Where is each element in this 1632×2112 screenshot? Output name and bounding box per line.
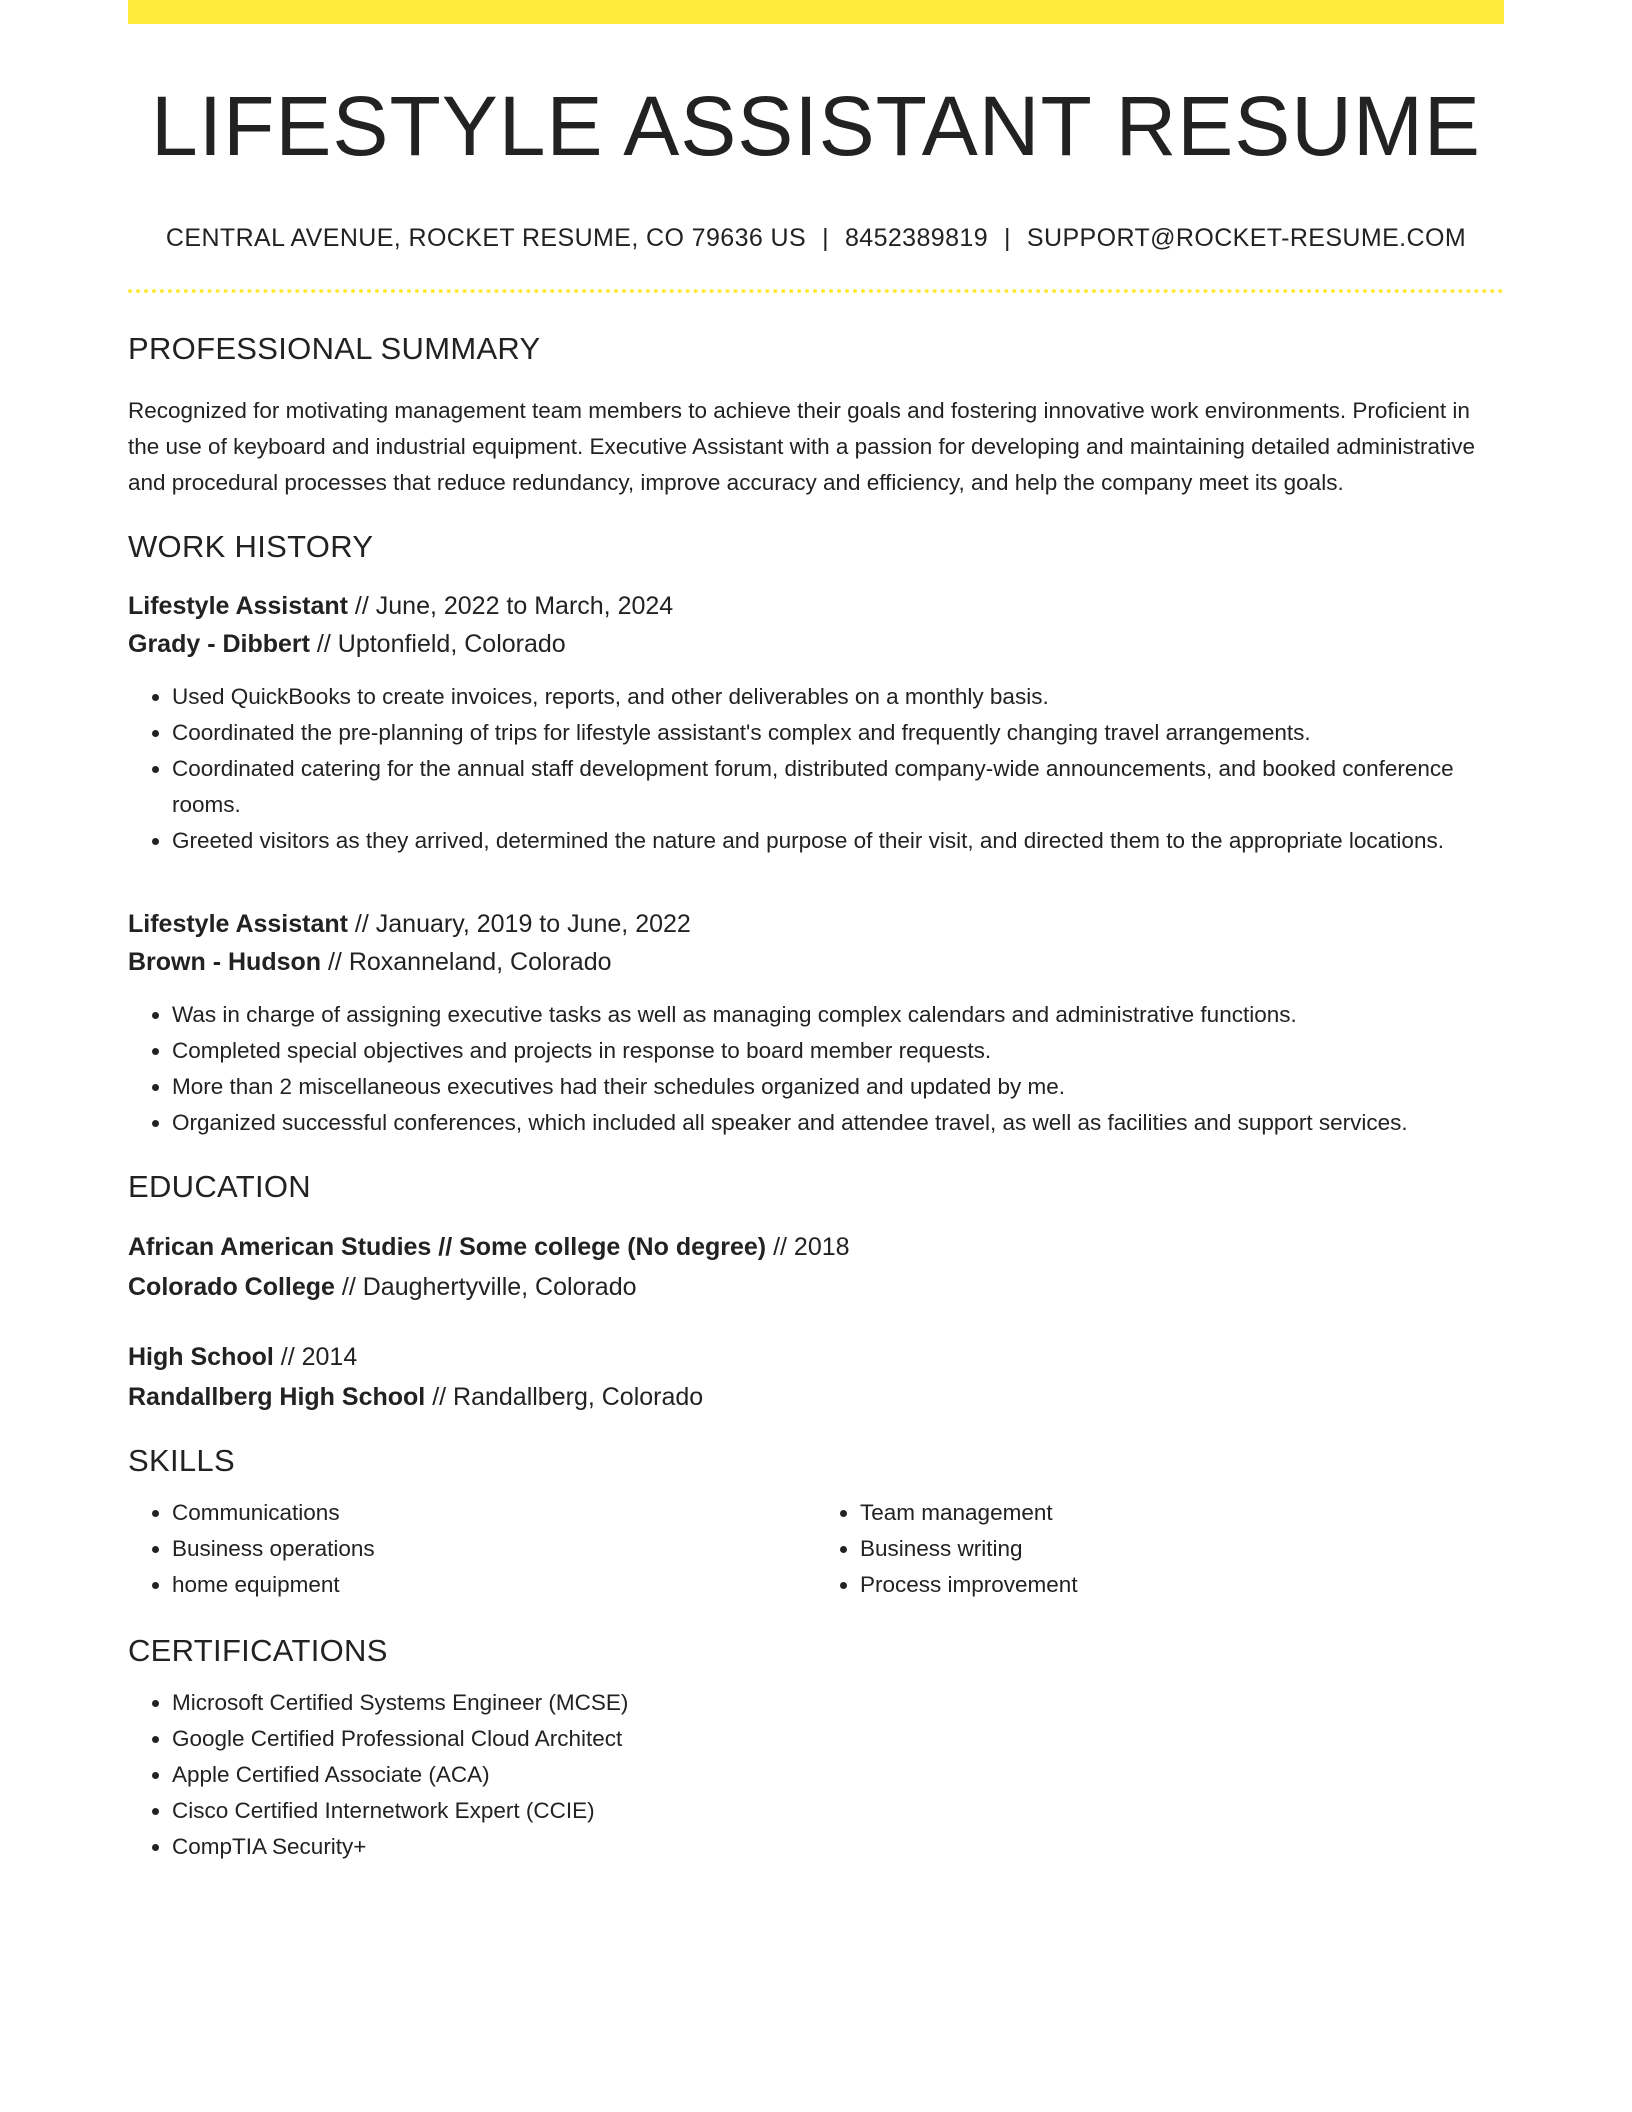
contact-separator: | — [1004, 224, 1011, 253]
job-bullets — [128, 679, 1504, 859]
job-company-line — [128, 943, 1504, 981]
skills-grid — [128, 1495, 1504, 1603]
job-company-line — [128, 625, 1504, 663]
skills-heading: SKILLS — [128, 1443, 235, 1479]
education-degree: High School — [128, 1343, 274, 1372]
certification-item: • Google Certified Professional Cloud Architect — [172, 1721, 1504, 1757]
skill-item: • Communications — [172, 1495, 816, 1531]
skill-item: • Process improvement — [860, 1567, 1504, 1603]
job-company: Grady - Dibbert — [128, 630, 310, 659]
skill-item: • home equipment — [172, 1567, 816, 1603]
summary-text: Recognized for motivating management team members to achieve their goals and fostering innovative work environments. Proficient in the use of keyboard and industrial equipment. Executive Assistant with a passion for developing and maintaining detailed administrative and procedural processes that reduce redundancy, improve accuracy and efficiency, and help the company meet its goals. — [128, 398, 1476, 496]
education-degree-line — [128, 1337, 1504, 1377]
resume-page — [128, 0, 1504, 1865]
resume-title: LIFESTYLE ASSISTANT RESUME — [151, 79, 1481, 173]
summary-heading: PROFESSIONAL SUMMARY — [128, 331, 541, 367]
job-title: Lifestyle Assistant — [128, 910, 348, 939]
education-degree: African American Studies // Some college (No degree) — [128, 1233, 767, 1262]
education-school-line — [128, 1267, 1504, 1307]
job-title-line — [128, 587, 1504, 625]
education-heading: EDUCATION — [128, 1169, 311, 1205]
education-location: // Daughertyville, Colorado — [334, 1273, 637, 1302]
certification-item: • CompTIA Security+ — [172, 1829, 1504, 1865]
certifications-heading: CERTIFICATIONS — [128, 1633, 388, 1669]
dotted-divider — [128, 289, 1504, 293]
list-item: • Greeted visitors as they arrived, determined the nature and purpose of their visit, and directed them to the appropriate locations. — [172, 823, 1504, 859]
work-history-heading: WORK HISTORY — [128, 529, 374, 565]
education-year: // 2018 — [766, 1233, 850, 1262]
contact-phone: 8452389819 — [844, 224, 989, 253]
list-item: • Coordinated catering for the annual staff development forum, distributed company-wide announcements, and booked conference rooms. — [172, 751, 1504, 823]
job-bullets — [128, 997, 1504, 1141]
skill-item: • Team management — [860, 1495, 1504, 1531]
education-school: Randallberg High School — [128, 1383, 426, 1412]
contact-separator: | — [822, 224, 829, 253]
education-year: // 2014 — [273, 1343, 358, 1372]
certification-item: • Apple Certified Associate (ACA) — [172, 1757, 1504, 1793]
list-item: • Organized successful conferences, which included all speaker and attendee travel, as well as facilities and support services. — [172, 1105, 1504, 1141]
certifications-list — [128, 1685, 1504, 1865]
job-entry — [128, 587, 1504, 859]
skills-left-column — [128, 1495, 816, 1603]
contact-email: SUPPORT@ROCKET-RESUME.COM — [1026, 224, 1467, 253]
job-entry — [128, 905, 1504, 1141]
list-item: • Used QuickBooks to create invoices, reports, and other deliverables on a monthly basis. — [172, 679, 1504, 715]
skill-item: • Business operations — [172, 1531, 816, 1567]
contact-line — [128, 224, 1504, 253]
list-item: • More than 2 miscellaneous executives had their schedules organized and updated by me. — [172, 1069, 1504, 1105]
list-item: • Coordinated the pre-planning of trips for lifestyle assistant's complex and frequently changing travel arrangements. — [172, 715, 1504, 751]
education-location: // Randallberg, Colorado — [425, 1383, 704, 1412]
list-item: • Was in charge of assigning executive tasks as well as managing complex calendars and administrative functions. — [172, 997, 1504, 1033]
job-title: Lifestyle Assistant — [128, 592, 348, 621]
job-dates: // January, 2019 to June, 2022 — [347, 910, 691, 939]
certification-item: • Microsoft Certified Systems Engineer (MCSE) — [172, 1685, 1504, 1721]
education-school: Colorado College — [128, 1273, 335, 1302]
education-entry — [128, 1337, 1504, 1417]
accent-bar — [128, 0, 1504, 24]
education-entry — [128, 1227, 1504, 1307]
job-dates: // June, 2022 to March, 2024 — [347, 592, 674, 621]
education-school-line — [128, 1377, 1504, 1417]
job-title-line — [128, 905, 1504, 943]
skills-right-column — [816, 1495, 1504, 1603]
job-location: // Uptonfield, Colorado — [309, 630, 566, 659]
job-company: Brown - Hudson — [128, 948, 322, 977]
education-degree-line — [128, 1227, 1504, 1267]
job-location: // Roxanneland, Colorado — [321, 948, 612, 977]
skill-item: • Business writing — [860, 1531, 1504, 1567]
list-item: • Completed special objectives and projects in response to board member requests. — [172, 1033, 1504, 1069]
certification-item: • Cisco Certified Internetwork Expert (CCIE) — [172, 1793, 1504, 1829]
contact-address: CENTRAL AVENUE, ROCKET RESUME, CO 79636 US — [165, 224, 807, 253]
